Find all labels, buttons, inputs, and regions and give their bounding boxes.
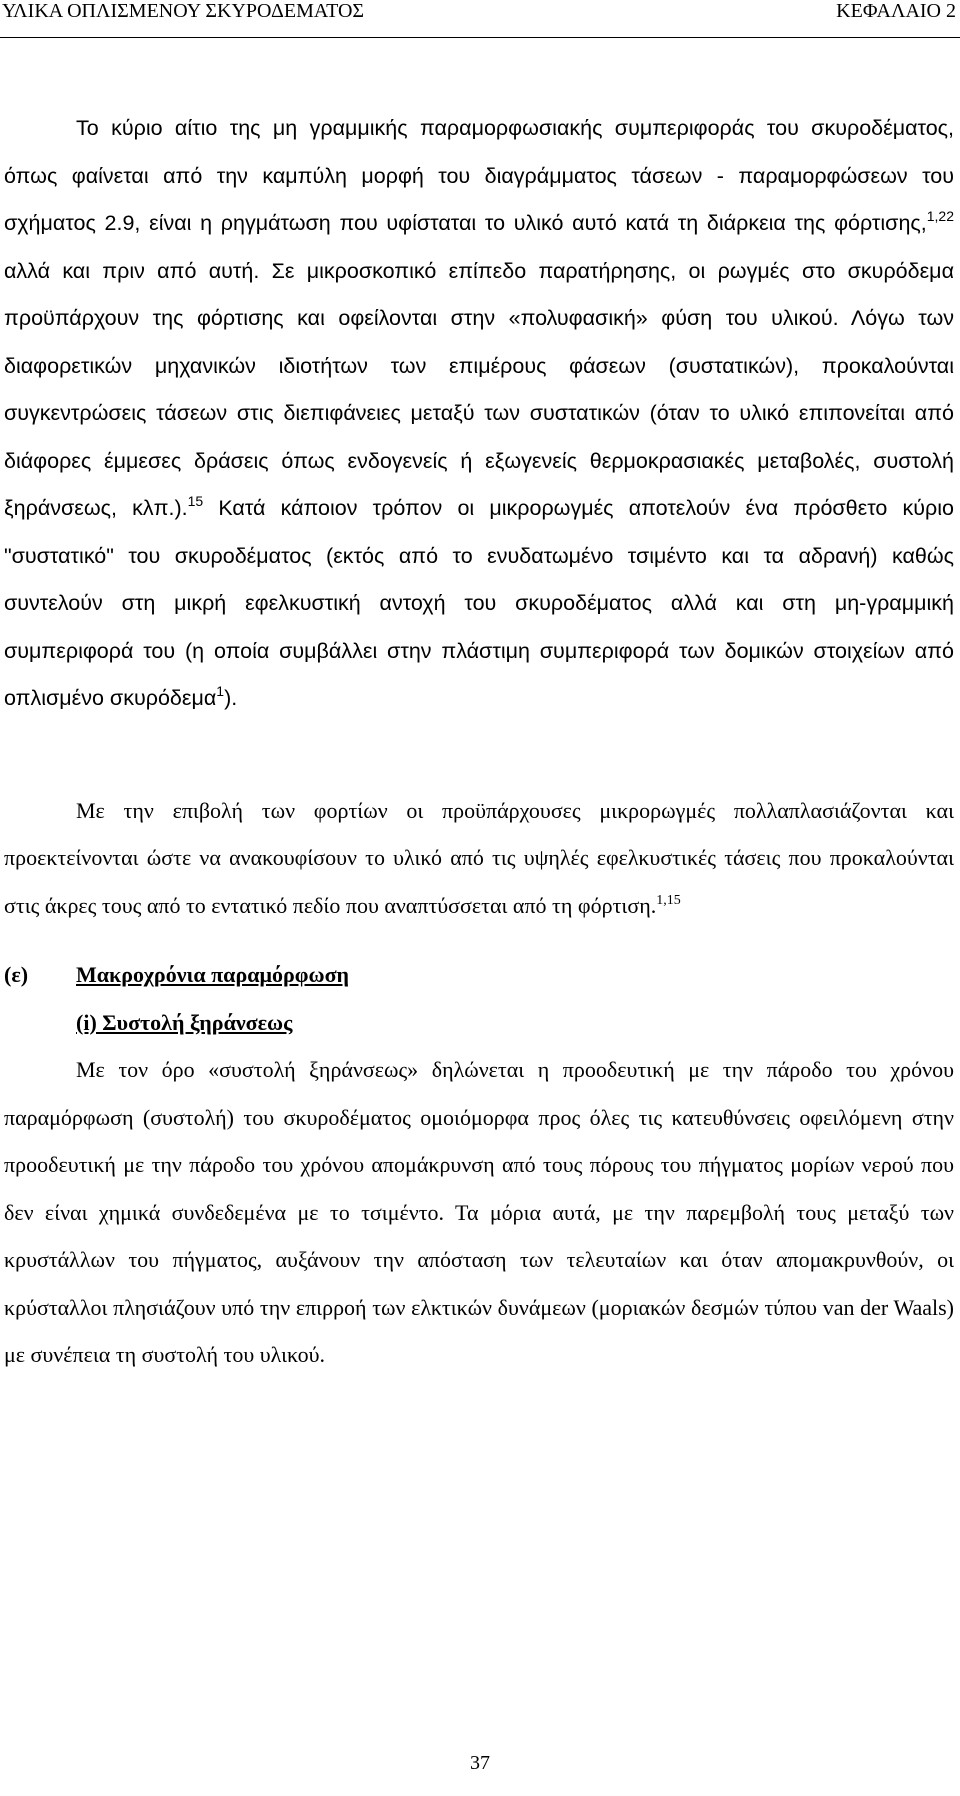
paragraph-text: ). (224, 686, 238, 710)
running-header-title: ΥΛΙΚΑ ΟΠΛΙΣΜΕΝΟΥ ΣΚΥΡΟΔΕΜΑΤΟΣ (2, 0, 365, 22)
running-header-chapter: ΚΕΦΑΛΑΙΟ 2 (836, 0, 956, 22)
page-header (0, 0, 960, 40)
paragraph-shrinkage: Με τον όρο «συστολή ξηράνσεως» δηλώνεται η προοδευτική με την πάροδο του χρόνου παραμόρφωση (συστολή) του σκυροδέματος ομοιόμορφα προς όλες τις κατευθύνσεις οφειλόμενη στην προοδευτική με την πάροδο του χρόνου απομάκρυνση από τους πόρους του πήγματος μορίων νερού που δεν είναι χημικά συνδεδεμένα με το τσιμέντο. Τα μόρια αυτά, με την παρεμβολή τους μεταξύ των κρυστάλλων του πήγματος, αυξάνουν την απόσταση των τελευταίων και όταν απομακρυνθούν, οι κρύσταλλοι πλησιάζουν υπό την επιρροή των ελκτικών δυνάμεων (μοριακών δεσμών τύπου van der Waals) με συνέπεια τη συστολή του υλικού. (4, 1057, 954, 1367)
citation-superscript: 1,22 (926, 208, 954, 224)
header-rule (0, 37, 960, 38)
paragraph-spacer (4, 723, 954, 787)
subsection-heading: (i) Συστολή ξηράνσεως (76, 1009, 293, 1035)
page-body (4, 105, 954, 1379)
citation-superscript: 15 (187, 493, 204, 509)
paragraph-text: αλλά και πριν από αυτή. Σε μικροσκοπικό επίπεδο παρατήρησης, οι ρωγμές στο σκυρόδεμα προϋπάρχουν της φόρτισης και οφείλονται στην «πολυφασική» φύση του υλικού. Λόγω των διαφορετικών μηχανικών ιδιοτήτων των επιμέρους φάσεων (συστατικών), προκαλούνται συγκεντρώσεις τάσεων στις διεπιφάνειες μεταξύ των συστατικών (όταν το υλικό επιπονείται από διάφορες έμμεσες δράσεις όπως ενδογενείς ή εξωγενείς θερμοκρασιακές μεταβολές, συστολή ξηράνσεως, κλπ.). (4, 258, 954, 520)
section-title: Μακροχρόνια παραμόρφωση (76, 962, 350, 987)
paragraph-text: Το κύριο αίτιο της μη γραμμικής παραμορφωσιακής συμπεριφοράς του σκυροδέματος, όπως φαίνεται από την καμπύλη μορφή του διαγράμματος τάσεων - παραμορφώσεων του σχήματος 2.9, είναι η ρηγμάτωση που υφίσταται το υλικό αυτό κατά τη διάρκεια της φόρτισης, (4, 116, 954, 235)
citation-superscript: 1 (216, 683, 225, 699)
citation-superscript: 1,15 (656, 892, 681, 908)
section-heading (4, 951, 954, 999)
page-number: 37 (470, 1752, 490, 1774)
section-number: (ε) (4, 962, 29, 987)
paragraph-text: Κατά κάποιον τρόπον οι μικρορωγμές αποτελούν ένα πρόσθετο κύριο "συστατικό" του σκυροδέματος (εκτός από το ενυδατωμένο τσιμέντο και τα αδρανή) καθώς συντελούν στη μικρή εφελκυστική αντοχή του σκυροδέματος αλλά και στη μη-γραμμική συμπεριφορά του (η οποία συμβάλλει στην πλάστιμη συμπεριφορά των δομικών στοιχείων από οπλισμένο σκυρόδεμα (4, 496, 954, 710)
paragraph-microcracks (4, 787, 954, 930)
paragraph-cracking-cause (4, 105, 954, 723)
paragraph-text: Με την επιβολή των φορτίων οι προϋπάρχουσες μικρορωγμές πολλαπλασιάζονται και προεκτείνονται ώστε να ανακουφίσουν το υλικό από τις υψηλές εφελκυστικές τάσεις που προκαλούνται στις άκρες τους από το εντατικό πεδίο που αναπτύσσεται από τη φόρτιση. (4, 797, 954, 918)
